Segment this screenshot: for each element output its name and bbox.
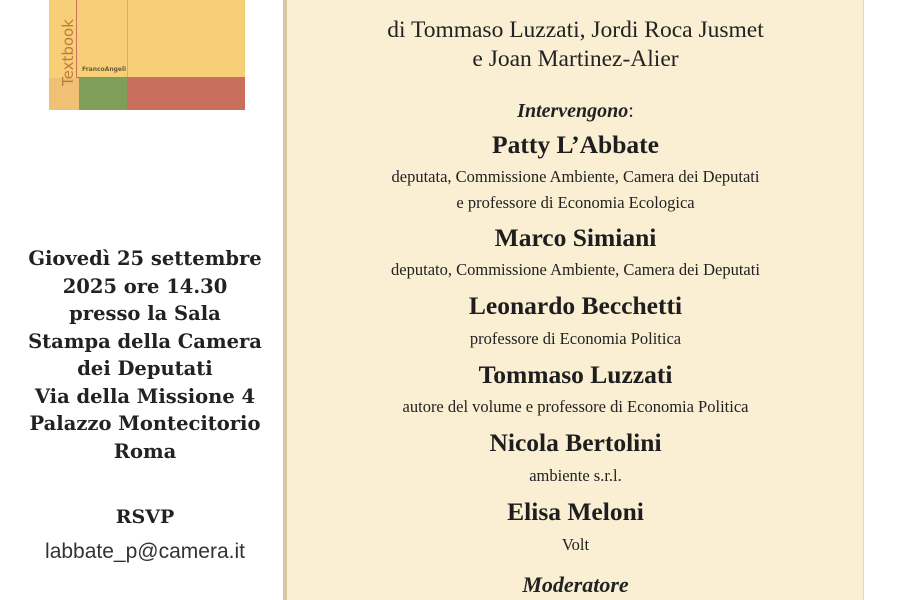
speaker-name: Marco Simiani [494, 223, 657, 252]
event-time: 2025 ore 14.30 [62, 274, 228, 298]
speaker-role: deputato, Commissione Ambiente, Camera dei Deputati [391, 260, 760, 279]
moderator-label: Moderatore [522, 572, 629, 597]
speaker-role: ambiente s.r.l. [529, 466, 622, 485]
speaker-role: Volt [561, 535, 590, 554]
speaker-name: Nicola Bertolini [489, 428, 662, 457]
event-date: Giovedì 25 settembre [28, 247, 262, 270]
cover-color-block [79, 78, 127, 110]
left-column [0, 0, 284, 600]
event-venue-line: Stampa della Camera [28, 329, 262, 353]
rsvp-label: RSVP [115, 506, 175, 528]
speakers-panel [287, 0, 864, 600]
book-cover-image [49, 0, 245, 110]
cover-color-block [127, 78, 245, 110]
event-building: Palazzo Montecitorio [29, 412, 261, 435]
rsvp-email: labbate_p@camera.it [45, 540, 245, 563]
book-publisher: FrancoAngeli [82, 66, 127, 73]
cover-rule [127, 0, 128, 78]
event-city: Roma [113, 439, 177, 463]
event-venue-line: dei Deputati [77, 357, 213, 380]
authors-line: e Joan Martinez-Alier [472, 46, 679, 72]
speaker-name: Elisa Meloni [507, 497, 644, 526]
speaker-role: professore di Economia Politica [469, 329, 682, 348]
speaker-name: Tommaso Luzzati [478, 360, 673, 389]
event-address: Via della Missione 4 [34, 384, 256, 408]
book-authors [287, 16, 864, 74]
event-venue-line: presso la Sala [69, 302, 221, 325]
speakers-intro-colon: : [628, 100, 634, 122]
speaker-name: Patty L’Abbate [492, 130, 659, 159]
book-series-label: Textbook [59, 19, 77, 86]
speaker-role: e professore di Economia Ecologica [456, 193, 695, 212]
event-details [0, 245, 290, 465]
speakers-intro-label: Intervengono [517, 100, 629, 122]
speaker-name: Leonardo Becchetti [468, 291, 683, 320]
speaker-role: deputata, Commissione Ambiente, Camera dei Deputati [391, 167, 760, 186]
right-margin [864, 0, 900, 600]
speaker-role: autore del volume e professore di Economia Politica [402, 397, 749, 416]
authors-line: di Tommaso Luzzati, Jordi Roca Jusmet [387, 17, 764, 43]
speakers-intro [287, 100, 864, 123]
